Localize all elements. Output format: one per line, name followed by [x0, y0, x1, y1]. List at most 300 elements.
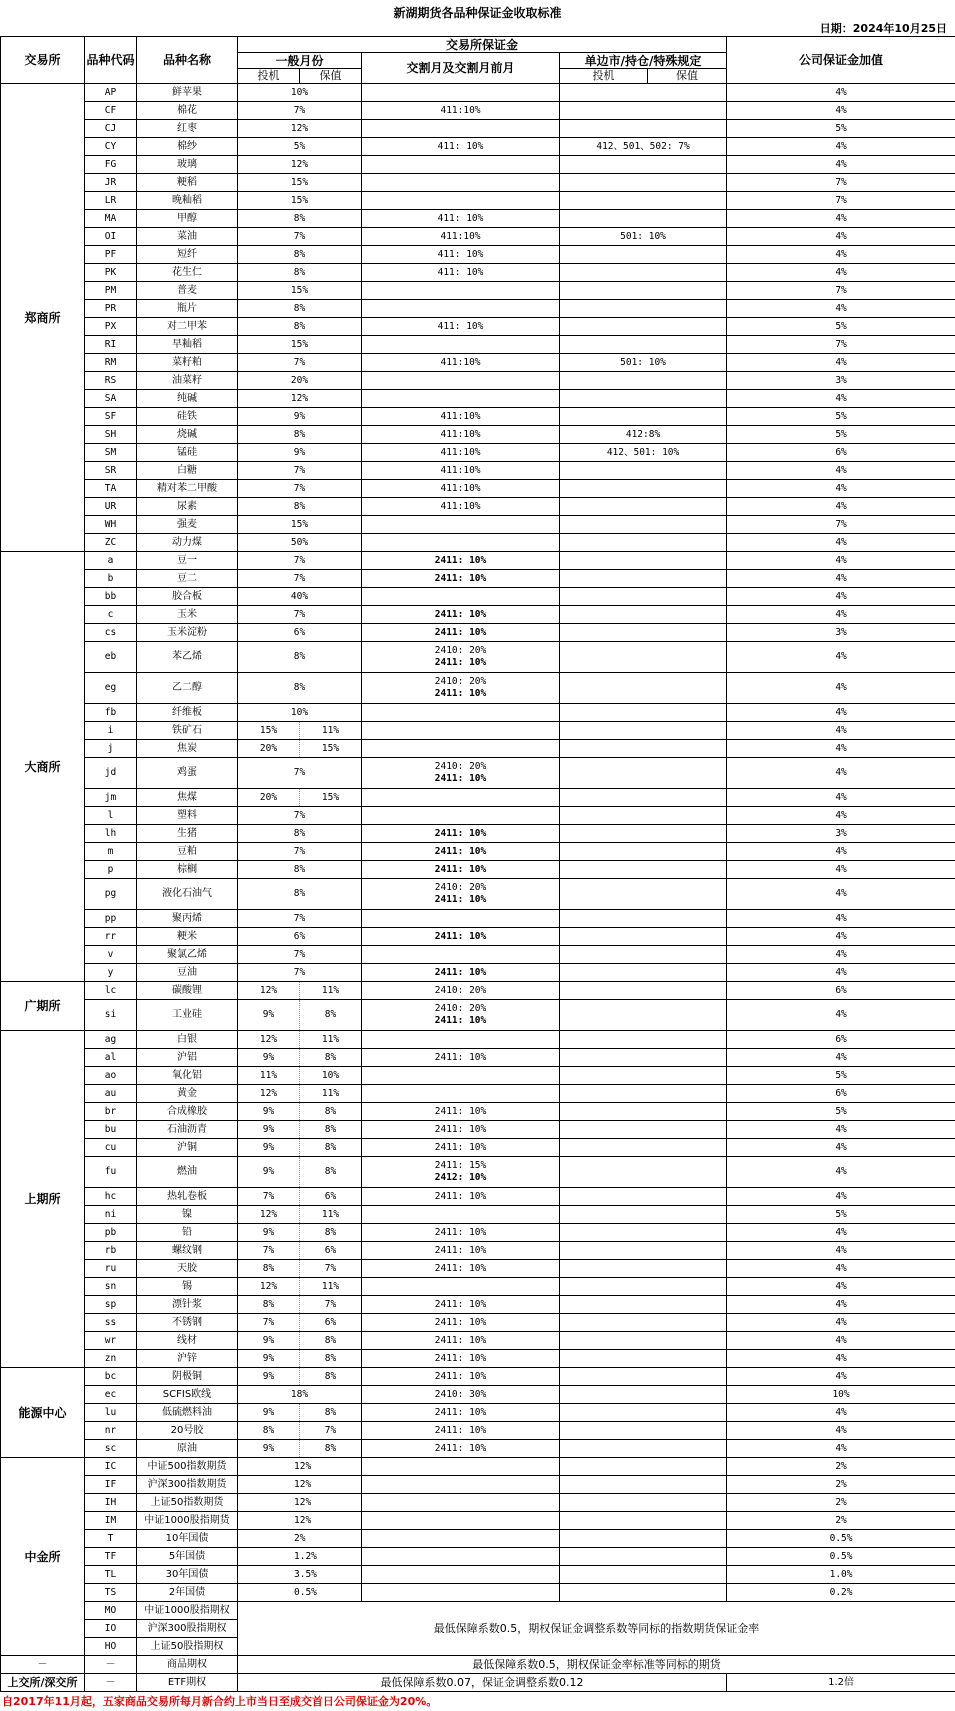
product-code: lu [85, 1404, 137, 1422]
special-rule [560, 1242, 727, 1260]
table-row [1, 1296, 955, 1314]
table-row [1, 642, 955, 673]
table-row [1, 910, 955, 928]
general-margin: 7% [238, 354, 362, 372]
product-name: 焦炭 [137, 740, 238, 758]
special-rule [560, 1224, 727, 1242]
company-add: 4% [727, 740, 955, 758]
delivery-margin: 2411: 10% [362, 1260, 560, 1278]
company-add: 10% [727, 1386, 955, 1404]
hedge-margin: 10% [300, 1067, 362, 1085]
general-margin: 18% [238, 1386, 362, 1404]
header-hedge: 保值 [300, 69, 362, 84]
delivery-margin [362, 390, 560, 408]
delivery-margin [362, 1530, 560, 1548]
product-name: 铁矿石 [137, 722, 238, 740]
general-margin: 9% [238, 444, 362, 462]
delivery-margin [362, 300, 560, 318]
delivery-margin: 2411: 10% [362, 570, 560, 588]
company-add: 6% [727, 1031, 955, 1049]
general-margin: 7% [238, 910, 362, 928]
product-name: 生猪 [137, 825, 238, 843]
hedge-margin: 8% [300, 1000, 362, 1031]
company-add: 4% [727, 1350, 955, 1368]
table-row [1, 825, 955, 843]
spec-margin: 9% [238, 1404, 300, 1422]
delivery-margin: 2411: 10% [362, 1440, 560, 1458]
product-code: fb [85, 704, 137, 722]
general-margin: 12% [238, 390, 362, 408]
delivery-margin: 2411: 10% [362, 1314, 560, 1332]
table-row [1, 1224, 955, 1242]
general-margin: 20% [238, 372, 362, 390]
product-name: 镍 [137, 1206, 238, 1224]
delivery-margin [362, 1278, 560, 1296]
special-rule [560, 758, 727, 789]
company-add: 4% [727, 1332, 955, 1350]
table-row [1, 928, 955, 946]
spec-margin: 9% [238, 1350, 300, 1368]
product-name: 豆一 [137, 552, 238, 570]
general-margin: 9% [238, 408, 362, 426]
product-name: 硅铁 [137, 408, 238, 426]
special-rule [560, 1260, 727, 1278]
special-rule [560, 1049, 727, 1067]
hedge-margin: 8% [300, 1049, 362, 1067]
special-rule [560, 910, 727, 928]
table-row [1, 282, 955, 300]
product-code: nr [85, 1422, 137, 1440]
special-rule [560, 825, 727, 843]
product-name: 不锈钢 [137, 1314, 238, 1332]
delivery-margin [362, 282, 560, 300]
product-code: v [85, 946, 137, 964]
product-code: ss [85, 1314, 137, 1332]
product-name: 上证50股指期权 [137, 1638, 238, 1656]
product-name: 氧化铝 [137, 1067, 238, 1085]
company-add: 4% [727, 1422, 955, 1440]
general-margin: 8% [238, 318, 362, 336]
product-code: RM [85, 354, 137, 372]
delivery-line: 2410: 20% [434, 761, 487, 772]
company-add: 4% [727, 84, 955, 102]
special-rule [560, 704, 727, 722]
special-rule [560, 722, 727, 740]
product-name: 花生仁 [137, 264, 238, 282]
spec-margin: 8% [238, 1296, 300, 1314]
general-margin: 6% [238, 928, 362, 946]
general-margin: 12% [238, 1512, 362, 1530]
product-name: 沪铜 [137, 1139, 238, 1157]
product-code: zn [85, 1350, 137, 1368]
product-name: 粳米 [137, 928, 238, 946]
product-code: UR [85, 498, 137, 516]
hedge-margin: 11% [300, 1085, 362, 1103]
delivery-margin [362, 1494, 560, 1512]
hedge-margin: 6% [300, 1188, 362, 1206]
product-code: sc [85, 1440, 137, 1458]
table-row [1, 588, 955, 606]
delivery-margin [362, 789, 560, 807]
product-code: ao [85, 1067, 137, 1085]
delivery-margin: 411: 10% [362, 246, 560, 264]
table-row [1, 1566, 955, 1584]
special-rule [560, 1386, 727, 1404]
hedge-margin: 8% [300, 1404, 362, 1422]
footer-note: 自2017年11月起，五家商品交易所每月新合约上市当日至成交首日公司保证金为20%。 [2, 1695, 438, 1708]
delivery-margin: 2411: 10% [362, 606, 560, 624]
product-code: PR [85, 300, 137, 318]
company-add: 4% [727, 1314, 955, 1332]
hedge-margin: 6% [300, 1314, 362, 1332]
header-row-1 [1, 37, 955, 53]
table-row [1, 354, 955, 372]
general-margin: 15% [238, 282, 362, 300]
exchange-name: 上交所/深交所 [1, 1674, 85, 1692]
spec-margin: 20% [238, 789, 300, 807]
company-add: 4% [727, 300, 955, 318]
delivery-margin [362, 516, 560, 534]
company-add: 4% [727, 807, 955, 825]
exchange-name: 郑商所 [1, 84, 85, 552]
table-row [1, 156, 955, 174]
company-add: 1.0% [727, 1566, 955, 1584]
product-code: a [85, 552, 137, 570]
hedge-margin: 11% [300, 1278, 362, 1296]
delivery-line: 2411: 10% [434, 1015, 487, 1026]
delivery-margin [362, 1000, 560, 1031]
company-add: 2% [727, 1476, 955, 1494]
delivery-margin [362, 1067, 560, 1085]
table-row [1, 1260, 955, 1278]
table-row [1, 192, 955, 210]
spec-margin: 15% [238, 722, 300, 740]
general-margin: 10% [238, 84, 362, 102]
exchange-name: 能源中心 [1, 1368, 85, 1458]
special-rule [560, 1157, 727, 1188]
product-code: pp [85, 910, 137, 928]
special-rule [560, 1103, 727, 1121]
general-margin: 8% [238, 426, 362, 444]
product-name: 菜籽粕 [137, 354, 238, 372]
special-rule [560, 408, 727, 426]
product-code: br [85, 1103, 137, 1121]
table-row [1, 946, 955, 964]
product-code: AP [85, 84, 137, 102]
product-name: 鸡蛋 [137, 758, 238, 789]
special-rule [560, 946, 727, 964]
product-name: 铅 [137, 1224, 238, 1242]
product-code: IM [85, 1512, 137, 1530]
product-code: bu [85, 1121, 137, 1139]
product-code: TS [85, 1584, 137, 1602]
table-row [1, 982, 955, 1000]
product-code: m [85, 843, 137, 861]
product-name: 动力煤 [137, 534, 238, 552]
exchange-name: － [1, 1656, 85, 1674]
delivery-margin: 411: 10% [362, 210, 560, 228]
product-code: al [85, 1049, 137, 1067]
company-add: 4% [727, 480, 955, 498]
delivery-margin: 2411: 10% [362, 825, 560, 843]
table-row [1, 1458, 955, 1476]
company-add: 4% [727, 102, 955, 120]
product-code: PK [85, 264, 137, 282]
delivery-margin [362, 673, 560, 704]
company-add: 7% [727, 516, 955, 534]
product-name: 白银 [137, 1031, 238, 1049]
company-add: 4% [727, 552, 955, 570]
product-code: au [85, 1085, 137, 1103]
exchange-name: 中金所 [1, 1458, 85, 1656]
delivery-margin: 411:10% [362, 408, 560, 426]
special-rule [560, 1085, 727, 1103]
table-row [1, 1656, 955, 1674]
delivery-margin: 2411: 10% [362, 1139, 560, 1157]
general-margin: 15% [238, 174, 362, 192]
etf-option-note: 最低保障系数0.07，保证金调整系数0.12 [238, 1674, 727, 1692]
table-row [1, 516, 955, 534]
table-row [1, 1332, 955, 1350]
delivery-margin [362, 156, 560, 174]
general-margin: 7% [238, 964, 362, 982]
company-add: 6% [727, 982, 955, 1000]
special-rule [560, 1121, 727, 1139]
table-row [1, 1602, 955, 1620]
general-margin: 7% [238, 807, 362, 825]
special-rule [560, 1404, 727, 1422]
product-code: fu [85, 1157, 137, 1188]
special-rule [560, 673, 727, 704]
product-code: y [85, 964, 137, 982]
special-rule [560, 192, 727, 210]
company-add: 4% [727, 156, 955, 174]
company-add: 4% [727, 1296, 955, 1314]
delivery-margin: 2411: 10% [362, 624, 560, 642]
delivery-line: 2411: 10% [434, 773, 487, 784]
company-add: 6% [727, 1085, 955, 1103]
hedge-margin: 15% [300, 789, 362, 807]
spec-margin: 9% [238, 1049, 300, 1067]
delivery-margin [362, 192, 560, 210]
spec-margin: 12% [238, 1206, 300, 1224]
delivery-margin [362, 758, 560, 789]
general-margin: 5% [238, 138, 362, 156]
table-row [1, 408, 955, 426]
product-name: 黄金 [137, 1085, 238, 1103]
general-margin: 10% [238, 704, 362, 722]
header-spec: 投机 [238, 69, 300, 84]
product-code: IO [85, 1620, 137, 1638]
product-name: 液化石油气 [137, 879, 238, 910]
special-rule [560, 843, 727, 861]
table-row [1, 606, 955, 624]
margin-table [0, 36, 955, 1692]
company-add: 2% [727, 1512, 955, 1530]
product-code: wr [85, 1332, 137, 1350]
header-exchange: 交易所 [1, 37, 85, 84]
product-code: SR [85, 462, 137, 480]
product-name: 商品期权 [137, 1656, 238, 1674]
table-row [1, 264, 955, 282]
hedge-margin: 11% [300, 1206, 362, 1224]
hedge-margin: 8% [300, 1224, 362, 1242]
company-add: 7% [727, 192, 955, 210]
delivery-margin: 2411: 10% [362, 1242, 560, 1260]
special-rule [560, 156, 727, 174]
product-code: CF [85, 102, 137, 120]
table-row [1, 1139, 955, 1157]
special-rule [560, 390, 727, 408]
table-row [1, 1548, 955, 1566]
special-rule [560, 1368, 727, 1386]
hedge-margin: 8% [300, 1440, 362, 1458]
table-row [1, 300, 955, 318]
special-rule [560, 1139, 727, 1157]
delivery-margin: 2411: 10% [362, 552, 560, 570]
product-code: T [85, 1530, 137, 1548]
general-margin: 8% [238, 879, 362, 910]
product-name: 锡 [137, 1278, 238, 1296]
company-add: 4% [727, 246, 955, 264]
product-name: 合成橡胶 [137, 1103, 238, 1121]
table-row [1, 1103, 955, 1121]
company-add: 3% [727, 624, 955, 642]
company-add: 4% [727, 228, 955, 246]
product-name: 5年国债 [137, 1548, 238, 1566]
company-add: 4% [727, 1188, 955, 1206]
delivery-line: 2412: 10% [434, 1172, 487, 1183]
product-code: rr [85, 928, 137, 946]
product-code: eb [85, 642, 137, 673]
product-code: c [85, 606, 137, 624]
product-name: 原油 [137, 1440, 238, 1458]
hedge-margin: 8% [300, 1157, 362, 1188]
product-code: pb [85, 1224, 137, 1242]
company-add: 4% [727, 138, 955, 156]
company-add: 4% [727, 704, 955, 722]
product-name: 纯碱 [137, 390, 238, 408]
header-special-spec: 投机 [560, 69, 648, 84]
delivery-margin: 2411: 10% [362, 861, 560, 879]
special-rule [560, 606, 727, 624]
table-row [1, 1206, 955, 1224]
delivery-margin: 2411: 10% [362, 928, 560, 946]
delivery-margin [362, 946, 560, 964]
special-rule [560, 624, 727, 642]
special-rule [560, 1031, 727, 1049]
company-add: 4% [727, 1049, 955, 1067]
product-name: 沪铝 [137, 1049, 238, 1067]
header-special-hedge: 保值 [648, 69, 727, 84]
product-code: SF [85, 408, 137, 426]
special-rule [560, 174, 727, 192]
product-name: 普麦 [137, 282, 238, 300]
table-row [1, 1242, 955, 1260]
delivery-margin [362, 1566, 560, 1584]
product-name: 玉米 [137, 606, 238, 624]
product-code: PM [85, 282, 137, 300]
special-rule [560, 318, 727, 336]
general-margin: 7% [238, 570, 362, 588]
company-add: 5% [727, 120, 955, 138]
product-name: 菜油 [137, 228, 238, 246]
product-name: 红枣 [137, 120, 238, 138]
company-add: 4% [727, 1404, 955, 1422]
product-name: 锰硅 [137, 444, 238, 462]
hedge-margin: 8% [300, 1368, 362, 1386]
product-name: 甲醇 [137, 210, 238, 228]
delivery-margin: 411: 10% [362, 318, 560, 336]
table-row [1, 318, 955, 336]
company-add: 7% [727, 174, 955, 192]
commodity-option-note: 最低保障系数0.5，期权保证金率标准等同标的期货 [238, 1656, 955, 1674]
general-margin: 12% [238, 1494, 362, 1512]
company-add: 5% [727, 1206, 955, 1224]
product-name: 天胶 [137, 1260, 238, 1278]
product-name: 中证1000股指期权 [137, 1602, 238, 1620]
product-name: 上证50指数期货 [137, 1494, 238, 1512]
special-rule [560, 210, 727, 228]
delivery-line: 2411: 10% [434, 657, 487, 668]
product-name: 热轧卷板 [137, 1188, 238, 1206]
company-add: 4% [727, 861, 955, 879]
table-row [1, 807, 955, 825]
company-add: 4% [727, 1139, 955, 1157]
delivery-margin [362, 1476, 560, 1494]
company-add: 4% [727, 642, 955, 673]
delivery-margin: 2411: 10% [362, 1368, 560, 1386]
company-add: 2% [727, 1494, 955, 1512]
table-row [1, 498, 955, 516]
table-row [1, 789, 955, 807]
company-add: 4% [727, 462, 955, 480]
company-add: 4% [727, 1368, 955, 1386]
hedge-margin: 7% [300, 1260, 362, 1278]
hedge-margin: 11% [300, 722, 362, 740]
delivery-margin: 411: 10% [362, 264, 560, 282]
product-code: LR [85, 192, 137, 210]
product-code: bb [85, 588, 137, 606]
company-add: 4% [727, 964, 955, 982]
product-name: 棉花 [137, 102, 238, 120]
product-name: 中证500指数期货 [137, 1458, 238, 1476]
product-name: 工业硅 [137, 1000, 238, 1031]
hedge-margin: 8% [300, 1332, 362, 1350]
product-name: ETF期权 [137, 1674, 238, 1692]
special-rule [560, 1067, 727, 1085]
table-row [1, 1584, 955, 1602]
company-add: 4% [727, 534, 955, 552]
product-name: 30年国债 [137, 1566, 238, 1584]
product-name: 白糖 [137, 462, 238, 480]
exchange-name: 大商所 [1, 552, 85, 982]
table-row [1, 390, 955, 408]
delivery-margin: 2411: 10% [362, 1422, 560, 1440]
general-margin: 8% [238, 300, 362, 318]
company-add: 4% [727, 879, 955, 910]
company-add: 0.5% [727, 1530, 955, 1548]
product-code: sp [85, 1296, 137, 1314]
company-add: 6% [727, 444, 955, 462]
product-name: 20号胶 [137, 1422, 238, 1440]
delivery-margin: 411:10% [362, 498, 560, 516]
company-add: 0.2% [727, 1584, 955, 1602]
delivery-margin [362, 807, 560, 825]
general-margin: 15% [238, 192, 362, 210]
delivery-margin [362, 372, 560, 390]
special-rule [560, 462, 727, 480]
